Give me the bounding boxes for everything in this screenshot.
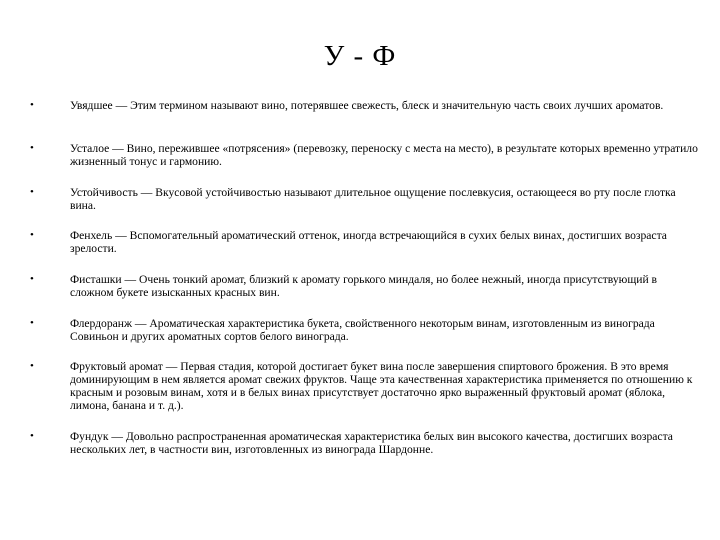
entry-text: Устойчивость — Вкусовой устойчивостью называют длительное ощущение послевкусия, остающееся во рту после глотка вина. xyxy=(70,186,676,212)
entry-text: Увядшее — Этим термином называют вино, потерявшее свежесть, блеск и значительную часть своих лучших ароматов. xyxy=(70,99,664,112)
bullet-icon: • xyxy=(30,229,34,241)
entry-text: Усталое — Вино, пережившее «потрясения» (перевозку, переноску с места на место), в результате которых временно утратило жизненный тонус и гармонию. xyxy=(70,142,698,168)
entry-text: Флердоранж — Ароматическая характеристика букета, свойственного некоторым винам, изготовленным из винограда Совиньон и других ароматных сортов белого винограда. xyxy=(70,317,655,343)
bullet-icon: • xyxy=(30,430,34,442)
bullet-icon: • xyxy=(30,99,34,111)
bullet-icon: • xyxy=(30,142,34,154)
bullet-icon: • xyxy=(30,317,34,329)
bullet-icon: • xyxy=(30,186,34,198)
bullet-icon: • xyxy=(30,273,34,285)
bullet-icon: • xyxy=(30,360,34,372)
entry-text: Фенхель — Вспомогательный ароматический оттенок, иногда встречающийся в сухих белых винах, достигших возраста зрелости. xyxy=(70,229,667,255)
entry-text: Фруктовый аромат — Первая стадия, которой достигает букет вина после завершения спиртового брожения. В это время доминирующим в нем является аромат свежих фруктов. Чаще эта качественная характеристика применяется по отношению к красным и розовым винам, хотя и в белых винах присутствует достаточно ярко выраженный фруктовый аромат (яблока, лимона, банана и т. д.). xyxy=(70,360,693,412)
entry-text: Фисташки — Очень тонкий аромат, близкий к аромату горького миндаля, но более нежный, иногда присутствующий в сложном букете изысканных красных вин. xyxy=(70,273,658,299)
page-title: У - Ф xyxy=(323,40,397,72)
entry-text: Фундук — Довольно распространенная ароматическая характеристика белых вин высокого качества, достигших возраста нескольких лет, в частности вин, изготовленных из винограда Шардонне. xyxy=(70,430,673,456)
